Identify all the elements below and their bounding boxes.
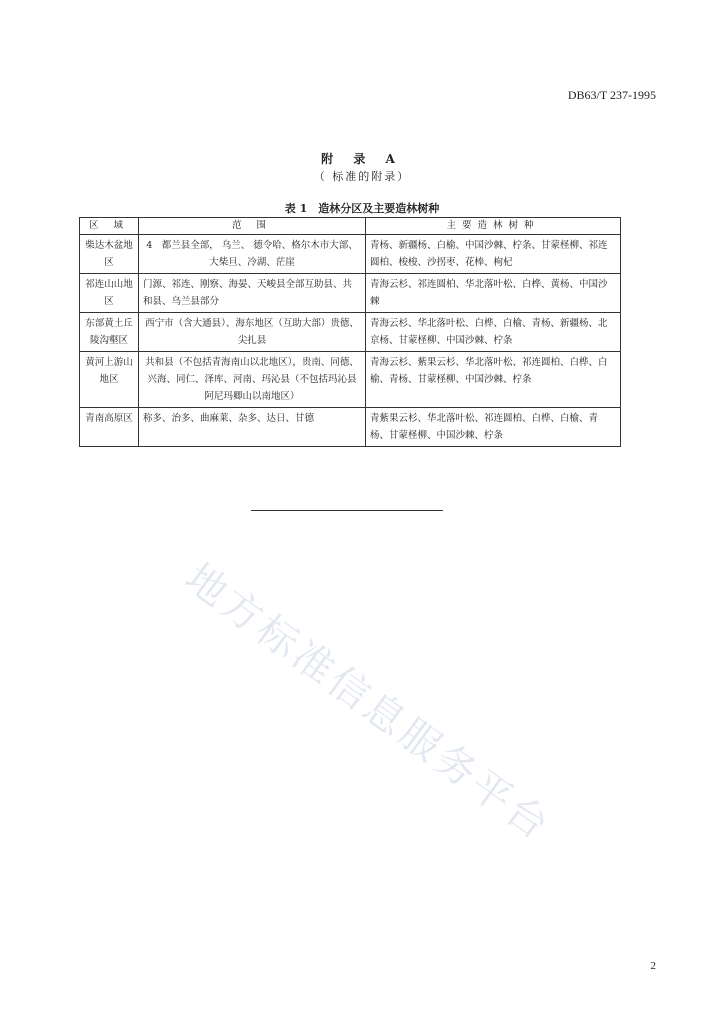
scope-cell: 4 都兰县全部， 乌兰、 德令哈、格尔木市大部、大柴旦、冷湖、茫崖: [139, 235, 366, 274]
table-header-row: [80, 218, 621, 235]
header-region: 区 域: [80, 218, 139, 235]
species-cell: 青海云杉、紫果云杉、华北落叶松、祁连圆柏、白桦、白榆、青杨、甘蒙柽柳、中国沙棘、柠条: [366, 352, 621, 408]
table-row: [80, 352, 621, 408]
region-cell: 柴达木盆地区: [80, 235, 139, 274]
scope-cell: 共和县（不包括青海南山以北地区），贵南、同德、兴海、同仁、泽库、河南、玛沁县（不包括玛沁县阿尼玛卿山以南地区）: [139, 352, 366, 408]
region-cell: 祁连山山地区: [80, 274, 139, 313]
table-row: [80, 408, 621, 447]
table-row: [80, 274, 621, 313]
species-cell: 青海云杉、华北落叶松、白桦、白榆、青杨、新疆杨、北京杨、甘蒙柽柳、中国沙棘、柠条: [366, 313, 621, 352]
species-cell: 青海云杉、祁连圆柏、华北落叶松、白桦、黄杨、中国沙棘: [366, 274, 621, 313]
scope-cell: 西宁市（含大通县）、海东地区（互助大部）贵德、尖扎县: [139, 313, 366, 352]
region-cell: 青南高原区: [80, 408, 139, 447]
species-cell: 青杨、新疆杨、白榆、中国沙棘、柠条、甘蒙柽柳、祁连圆柏、梭梭、沙拐枣、花棒、枸杞: [366, 235, 621, 274]
page-number: 2: [650, 960, 656, 972]
document-code: DB63/T 237-1995: [567, 88, 656, 102]
appendix-title: 附 录 A: [321, 152, 403, 166]
species-cell: 青紫果云杉、华北落叶松、祁连圆柏、白桦、白榆、青杨、甘蒙柽柳、中国沙棘、柠条: [366, 408, 621, 447]
header-species: 主要造林树种: [366, 218, 621, 235]
afforestation-table: [79, 217, 621, 447]
watermark: 地方标准信息服务平台: [176, 554, 560, 851]
appendix-subtitle: （ 标准的附录）: [313, 170, 411, 183]
header-scope: 范 围: [139, 218, 366, 235]
end-rule: [251, 510, 443, 511]
table-caption: 表 1 造林分区及主要造林树种: [284, 202, 440, 215]
table-row: [80, 313, 621, 352]
scope-cell: 门源、祁连、刚察、海晏、天峻县全部互助县、共和县、乌兰县部分: [139, 274, 366, 313]
region-cell: 黄河上游山地区: [80, 352, 139, 408]
table-row: [80, 235, 621, 274]
region-cell: 东部黄土丘陵沟壑区: [80, 313, 139, 352]
scope-cell: 称多、治多、曲麻莱、杂多、达日、甘德: [139, 408, 366, 447]
